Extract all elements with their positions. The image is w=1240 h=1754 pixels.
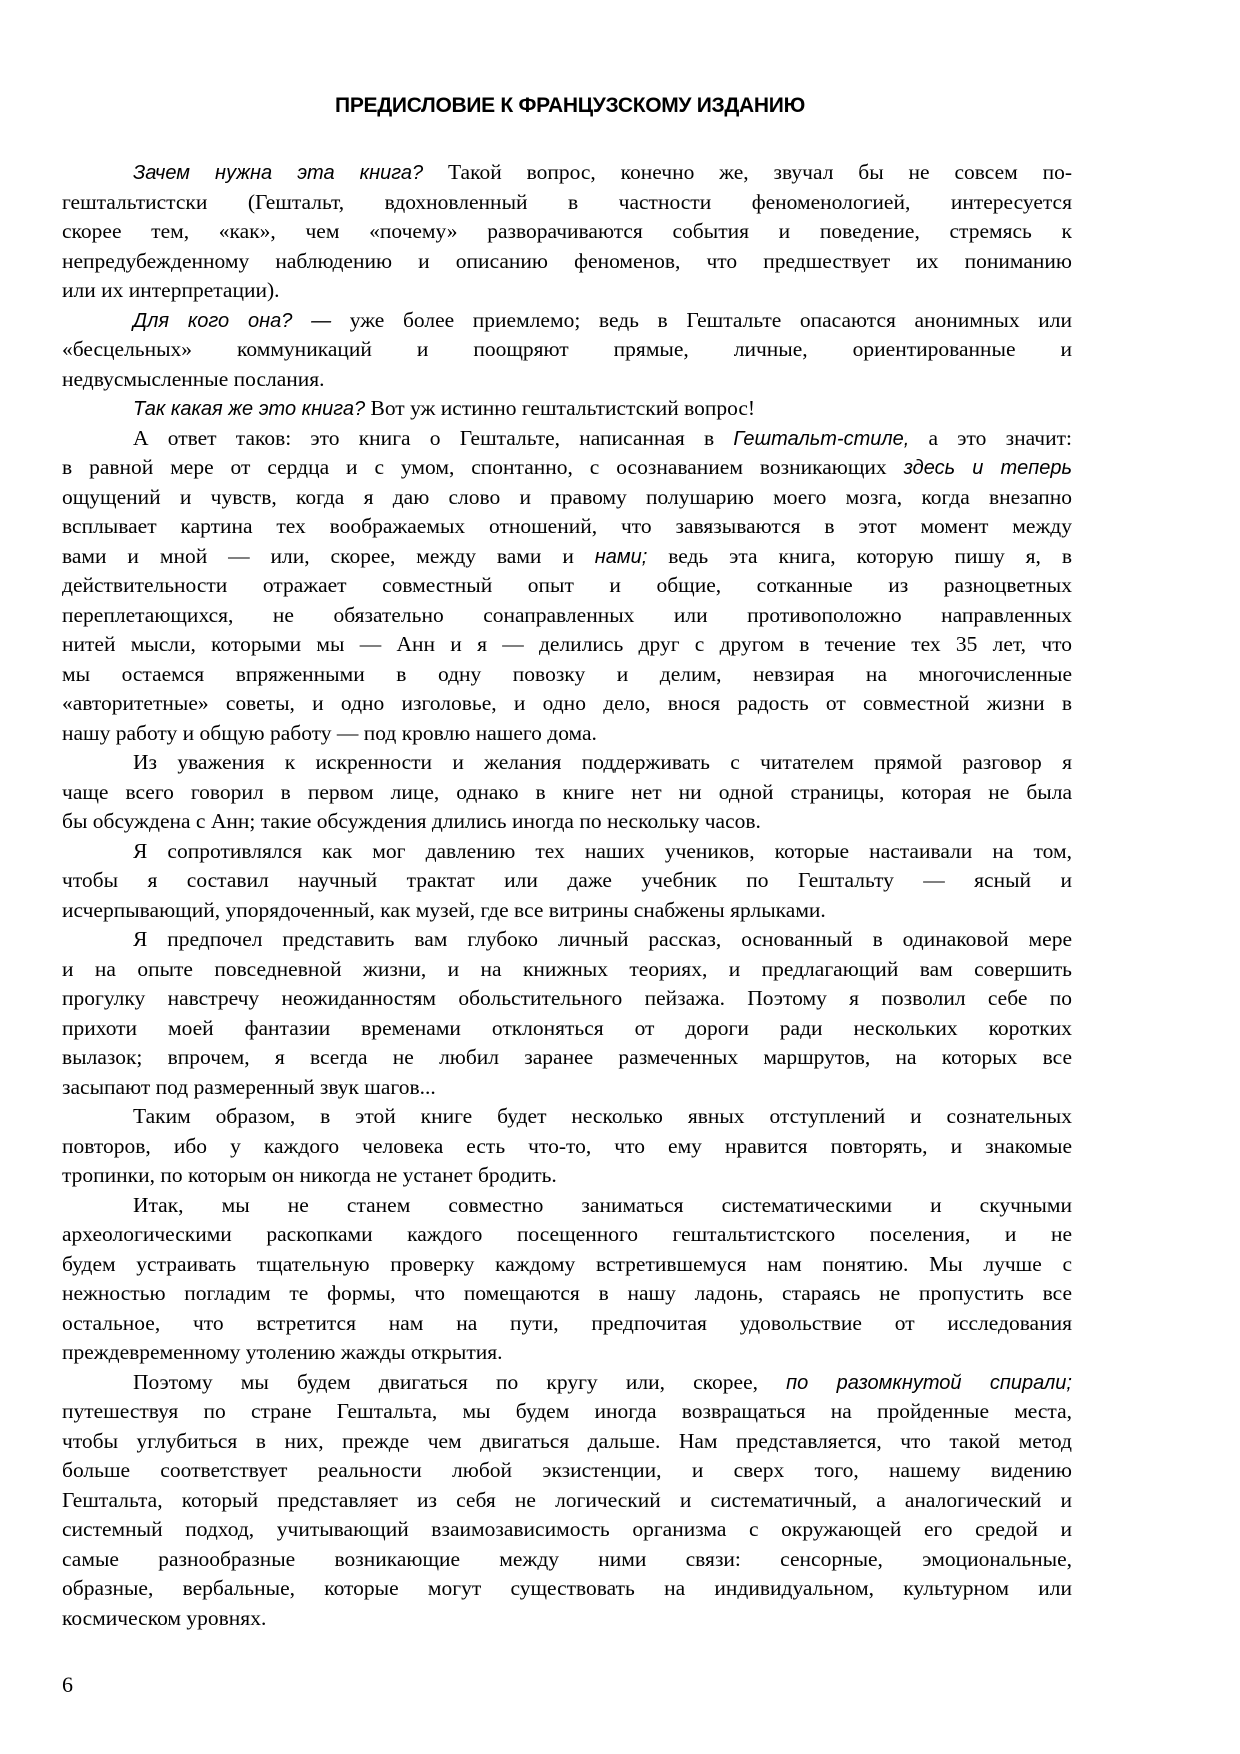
text-line [62, 394, 1072, 424]
body-text [62, 158, 1072, 1633]
italic-text: Гештальт-стиле, [733, 427, 910, 450]
text: в равной мере от сердца и с умом, спонтанно, с осознаванием возникающих [62, 455, 904, 479]
text-line [62, 1604, 1072, 1634]
text: и на опыте повседневной жизни, и на книжных теориях, и предлагающий вам совершить [62, 956, 1072, 981]
text-line [62, 512, 1072, 542]
text-line [62, 1014, 1072, 1044]
paragraph [62, 1368, 1072, 1634]
paragraph [62, 1102, 1072, 1191]
italic-text: Для кого она? — [133, 309, 332, 332]
text: «бесцельных» коммуникаций и поощряют прямые, личные, ориентированные и [62, 337, 1072, 361]
text-line [62, 660, 1072, 690]
text-line [62, 1486, 1072, 1516]
text: ведь эта книга, которую пишу я, в [647, 543, 1072, 568]
paragraph [62, 394, 1072, 424]
text-line [62, 984, 1072, 1014]
paragraph [62, 837, 1072, 926]
text: Итак, мы не станем совместно заниматься систематическими и скучными [133, 1192, 1072, 1217]
text-line [62, 1132, 1072, 1162]
text: А ответ таков: это книга о Гештальте, написанная в [133, 425, 734, 450]
text: мы остаемся впряженными в одну повозку и делим, невзирая на многочисленные [62, 661, 1072, 686]
text: Гештальта, который представляет из себя не логический и систематичный, а аналогический и [62, 1487, 1072, 1512]
text: скорее тем, «как», чем «почему» разворачиваются события и поведение, стремясь к [62, 219, 1072, 243]
italic-text: здесь и теперь [903, 457, 1072, 479]
text: недвусмысленные послания. [62, 366, 325, 391]
paragraph [62, 424, 1072, 749]
paragraph [62, 1191, 1072, 1368]
text: системный подход, учитывающий взаимозависимость организма с окружающей его средой и [62, 1517, 1072, 1541]
text-line [62, 837, 1072, 867]
text-line [62, 276, 1072, 306]
text-line [62, 1368, 1072, 1398]
text: преждевременному утолению жажды открытия. [62, 1340, 503, 1364]
text: Из уважения к искренности и желания поддерживать с читателем прямой разговор я [133, 750, 1072, 774]
text: Я сопротивлялся как мог давлению тех наших учеников, которые настаивали на том, [133, 838, 1072, 863]
text: нашу работу и общую работу — под кровлю нашего дома. [62, 720, 597, 745]
text: переплетающихся, не обязательно сонаправленных или противоположно направленных [62, 602, 1072, 627]
text-line [62, 483, 1072, 513]
text-line [62, 365, 1072, 395]
text-line [62, 1456, 1072, 1486]
text-line [62, 247, 1072, 277]
text: нежностью погладим те формы, что помещаются в нашу ладонь, стараясь не пропустить все [62, 1281, 1072, 1305]
text: всплывает картина тех воображаемых отношений, что завязываются в этот момент между [62, 514, 1072, 538]
text-line [62, 689, 1072, 719]
text: или их интерпретации). [62, 278, 280, 302]
text-line [62, 1102, 1072, 1132]
text: космическом уровнях. [62, 1605, 267, 1630]
text-line [62, 748, 1072, 778]
text: нитей мысли, которыми мы — Анн и я — делились друг с другом в течение тех 35 лет, что [62, 632, 1072, 656]
text-line [62, 158, 1072, 188]
text-line [62, 630, 1072, 660]
text: повторов, ибо у каждого человека есть что-то, что ему нравится повторять, и знакомые [62, 1133, 1072, 1158]
text-line [62, 1220, 1072, 1250]
page-number: 6 [62, 1672, 73, 1697]
text-line [62, 1397, 1072, 1427]
paragraph [62, 158, 1072, 306]
page-title: ПРЕДИСЛОВИЕ К ФРАНЦУЗСКОМУ ИЗДАНИЮ [335, 94, 805, 117]
text: чтобы углубиться в них, прежде чем двигаться дальше. Нам представляется, что такой метод [62, 1428, 1072, 1453]
text: бы обсуждена с Анн; такие обсуждения длились иногда по нескольку часов. [62, 809, 761, 833]
text: вылазок; впрочем, я всегда не любил заранее размеченных маршрутов, на которых все [62, 1045, 1072, 1069]
text-line [62, 571, 1072, 601]
text: образные, вербальные, которые могут существовать на индивидуальном, культурном или [62, 1576, 1072, 1600]
text: Таким образом, в этой книге будет несколько явных отступлений и сознательных [133, 1104, 1072, 1128]
text: остальное, что встретится нам на пути, предпочитая удовольствие от исследования [62, 1310, 1072, 1335]
text: Такой вопрос, конечно же, звучал бы не совсем по- [423, 160, 1072, 184]
text: археологическими раскопками каждого посещенного гештальтистского поселения, и не [62, 1222, 1072, 1246]
text-line [62, 217, 1072, 247]
italic-text: Зачем нужна эта книга? [133, 162, 424, 184]
text-line [62, 542, 1072, 572]
text: действительности отражает совместный опыт и общие, сотканные из разноцветных [62, 573, 1072, 597]
text-line [62, 1338, 1072, 1368]
paragraph [62, 925, 1072, 1102]
text-line [62, 955, 1072, 985]
text-line [62, 335, 1072, 365]
text-line [62, 306, 1072, 336]
paragraph [62, 748, 1072, 837]
text-line [62, 453, 1072, 483]
text: засыпают под размеренный звук шагов... [62, 1074, 436, 1099]
text: путешествуя по стране Гештальта, мы будем иногда возвращаться на пройденные места, [62, 1399, 1072, 1423]
text: прихоти моей фантазии временами отклоняться от дороги ради нескольких коротких [62, 1015, 1072, 1040]
text-line [62, 1191, 1072, 1221]
text-line [62, 188, 1072, 218]
paragraph [62, 306, 1072, 395]
text: прогулку навстречу неожиданностям обольстительного пейзажа. Поэтому я позволил себе по [62, 986, 1072, 1010]
text: гештальтистски (Гештальт, вдохновленный в частности феноменологией, интересуется [62, 189, 1072, 214]
text-line [62, 1515, 1072, 1545]
text-line [62, 1250, 1072, 1280]
text-line [62, 1161, 1072, 1191]
text: Вот уж истинно гештальтистский вопрос! [365, 396, 756, 420]
text: а это значит: [909, 425, 1072, 450]
text: самые разнообразные возникающие между ними связи: сенсорные, эмоциональные, [62, 1546, 1072, 1571]
text: вами и мной — или, скорее, между вами и [62, 543, 595, 568]
text-line [62, 925, 1072, 955]
text-line [62, 1427, 1072, 1457]
text-line [62, 424, 1072, 454]
text: тропинки, по которым он никогда не устанет бродить. [62, 1163, 557, 1187]
italic-text: по разомкнутой спирали; [786, 1371, 1072, 1394]
text-line [62, 1545, 1072, 1575]
text: ощущений и чувств, когда я даю слово и правому полушарию моего мозга, когда внезапно [62, 484, 1072, 509]
text-line [62, 1279, 1072, 1309]
text: «авторитетные» советы, и одно изголовье, и одно дело, внося радость от совместной жизни в [62, 691, 1072, 715]
text-line [62, 719, 1072, 749]
text: чаще всего говорил в первом лице, однако в книге нет ни одной страницы, которая не была [62, 779, 1072, 804]
text: Я предпочел представить вам глубоко личный рассказ, основанный в одинаковой мере [133, 927, 1072, 951]
text-line [62, 601, 1072, 631]
text: будем устраивать тщательную проверку каждому встретившемуся нам понятию. Мы лучше с [62, 1251, 1072, 1276]
text: Поэтому мы будем двигаться по кругу или, скорее, [133, 1369, 787, 1394]
text: чтобы я составил научный трактат или даже учебник по Гештальту — ясный и [62, 868, 1072, 892]
italic-text: Так какая же это книга? [133, 398, 366, 420]
text-line [62, 1574, 1072, 1604]
text-line [62, 778, 1072, 808]
text-line [62, 1073, 1072, 1103]
text: непредубежденному наблюдению и описанию феноменов, что предшествует их пониманию [62, 248, 1072, 273]
text-line [62, 807, 1072, 837]
text-line [62, 1043, 1072, 1073]
text: уже более приемлемо; ведь в Гештальте опасаются анонимных или [331, 307, 1072, 332]
text-line [62, 896, 1072, 926]
text-line [62, 866, 1072, 896]
text: исчерпывающий, упорядоченный, как музей, где все витрины снабжены ярлыками. [62, 897, 826, 922]
text: больше соответствует реальности любой экзистенции, и сверх того, нашему видению [62, 1458, 1072, 1482]
text-line [62, 1309, 1072, 1339]
italic-text: нами; [594, 545, 648, 568]
